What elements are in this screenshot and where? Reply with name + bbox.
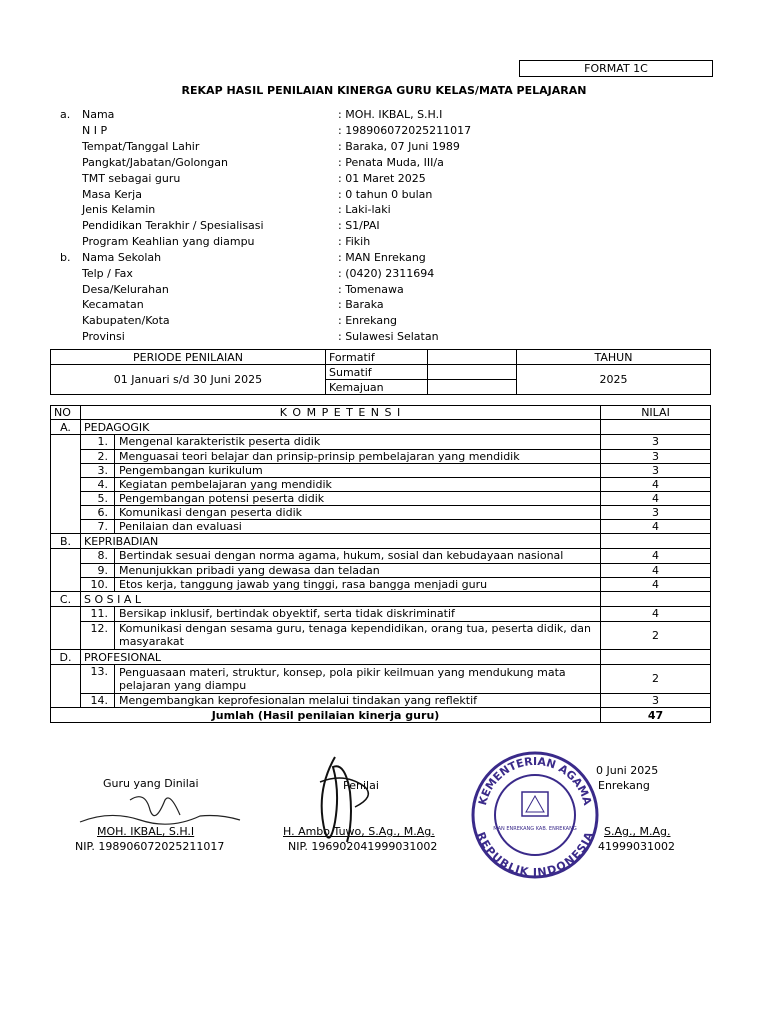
group-letter: B.	[51, 534, 81, 549]
group-letter: A.	[51, 420, 81, 435]
identity-row	[0, 203, 768, 219]
table-row	[51, 665, 711, 694]
item-number: 14.	[81, 693, 115, 708]
section-letter: b.	[60, 251, 71, 264]
assessor-nip: NIP. 196902041999031002	[288, 840, 438, 853]
table-row	[51, 563, 711, 577]
group-score	[601, 650, 711, 665]
field-value: : Enrekang	[338, 314, 398, 327]
year-header: TAHUN	[517, 350, 711, 365]
formatif-box	[428, 350, 517, 365]
field-value: : 198906072025211017	[338, 124, 472, 137]
identity-row	[0, 140, 768, 156]
format-label: FORMAT 1C	[519, 60, 713, 77]
group-score	[601, 534, 711, 549]
table-row	[51, 519, 711, 534]
identity-row	[0, 188, 768, 204]
field-label: Nama Sekolah	[82, 251, 162, 264]
field-label: Desa/Kelurahan	[82, 283, 169, 296]
identity-row	[0, 283, 768, 299]
table-row	[51, 435, 711, 450]
identity-row	[0, 124, 768, 140]
assessor-signature	[305, 752, 385, 852]
table-row	[51, 449, 711, 463]
item-score: 4	[601, 549, 711, 564]
field-value: : Laki-laki	[338, 203, 391, 216]
field-value: : 0 tahun 0 bulan	[338, 188, 433, 201]
field-value: : Sulawesi Selatan	[338, 330, 439, 343]
item-text: Mengembangkan keprofesionalan melalui tindakan yang reflektif	[115, 693, 601, 708]
stamp-top-text: KEMENTERIAN AGAMA	[476, 754, 594, 807]
item-no-blank	[51, 435, 81, 450]
item-text: Komunikasi dengan sesama guru, tenaga kependidikan, orang tua, peserta didik, dan masyarakat	[115, 621, 601, 650]
group-score	[601, 592, 711, 607]
field-label: Provinsi	[82, 330, 125, 343]
item-no-blank	[51, 463, 81, 477]
identity-row	[0, 251, 768, 267]
group-letter: C.	[51, 592, 81, 607]
item-text: Penguasaan materi, struktur, konsep, pola pikir keilmuan yang mendukung mata pelajaran yang diampu	[115, 665, 601, 694]
item-number: 9.	[81, 563, 115, 577]
group-name: KEPRIBADIAN	[81, 534, 601, 549]
group-name: PROFESIONAL	[81, 650, 601, 665]
total-value: 47	[601, 708, 711, 723]
sumatif-label: Sumatif	[326, 365, 428, 380]
field-value: : Tomenawa	[338, 283, 404, 296]
identity-row	[0, 219, 768, 235]
group-score	[601, 420, 711, 435]
item-number: 6.	[81, 505, 115, 519]
stamp-bottom-text: REPUBLIK INDONESIA	[474, 830, 596, 880]
item-score: 4	[601, 577, 711, 592]
field-value: : (0420) 2311694	[338, 267, 435, 280]
item-text: Bersikap inklusif, bertindak obyektif, serta tidak diskriminatif	[115, 607, 601, 622]
item-text: Etos kerja, tanggung jawab yang tinggi, rasa bangga menjadi guru	[115, 577, 601, 592]
item-score: 4	[601, 563, 711, 577]
field-label: Jenis Kelamin	[82, 203, 156, 216]
sign-date: 0 Juni 2025	[596, 764, 659, 777]
item-number: 7.	[81, 519, 115, 534]
field-value: : Fikih	[338, 235, 371, 248]
head-nip: 41999031002	[598, 840, 675, 853]
assessor-title: Penilai	[343, 779, 379, 792]
item-no-blank	[51, 577, 81, 592]
item-score: 2	[601, 665, 711, 694]
table-row	[51, 463, 711, 477]
identity-row	[0, 108, 768, 124]
period-value: 01 Januari s/d 30 Juni 2025	[51, 365, 326, 395]
item-text: Komunikasi dengan peserta didik	[115, 505, 601, 519]
table-header	[51, 406, 711, 420]
document-title: REKAP HASIL PENILAIAN KINERGA GURU KELAS/MATA PELAJARAN	[181, 84, 587, 97]
identity-row	[0, 330, 768, 346]
period-header: PERIODE PENILAIAN	[51, 350, 326, 365]
item-score: 3	[601, 693, 711, 708]
svg-text:KEMENTERIAN AGAMA	[476, 755, 594, 807]
item-no-blank	[51, 491, 81, 505]
field-label: Kecamatan	[82, 298, 144, 311]
field-label: Nama	[82, 108, 115, 121]
item-score: 4	[601, 519, 711, 534]
head-title: Enrekang	[598, 779, 650, 792]
item-text: Mengenal karakteristik peserta didik	[115, 435, 601, 450]
item-number: 8.	[81, 549, 115, 564]
identity-row	[0, 156, 768, 172]
item-number: 3.	[81, 463, 115, 477]
header-no: NO	[51, 406, 81, 420]
item-score: 3	[601, 435, 711, 450]
item-no-blank	[51, 621, 81, 650]
table-row	[51, 621, 711, 650]
item-score: 3	[601, 463, 711, 477]
item-score: 4	[601, 477, 711, 491]
item-number: 1.	[81, 435, 115, 450]
sumatif-box	[428, 365, 517, 380]
header-score: NILAI	[601, 406, 711, 420]
field-label: Pendidikan Terakhir / Spesialisasi	[82, 219, 264, 232]
teacher-signature	[70, 780, 250, 840]
item-no-blank	[51, 607, 81, 622]
table-row	[51, 477, 711, 491]
kemajuan-label: Kemajuan	[326, 380, 428, 395]
field-label: Masa Kerja	[82, 188, 142, 201]
item-no-blank	[51, 477, 81, 491]
item-score: 4	[601, 491, 711, 505]
table-row	[51, 505, 711, 519]
item-text: Bertindak sesuai dengan norma agama, hukum, sosial dan kebudayaan nasional	[115, 549, 601, 564]
item-no-blank	[51, 563, 81, 577]
field-value: : 01 Maret 2025	[338, 172, 426, 185]
field-value: : Baraka, 07 Juni 1989	[338, 140, 460, 153]
identity-row	[0, 314, 768, 330]
field-label: Pangkat/Jabatan/Golongan	[82, 156, 228, 169]
field-label: N I P	[82, 124, 108, 137]
item-no-blank	[51, 519, 81, 534]
item-no-blank	[51, 549, 81, 564]
total-row	[51, 708, 711, 723]
table-row	[51, 577, 711, 592]
teacher-name: MOH. IKBAL, S.H.I	[97, 825, 195, 838]
field-value: : S1/PAI	[338, 219, 380, 232]
table-row	[51, 607, 711, 622]
head-name: S.Ag., M.Ag.	[604, 825, 671, 838]
header-competency: K O M P E T E N S I	[81, 406, 601, 420]
item-text: Pengembangan kurikulum	[115, 463, 601, 477]
competency-table	[50, 405, 711, 723]
group-row	[51, 650, 711, 665]
identity-row	[0, 298, 768, 314]
item-score: 4	[601, 607, 711, 622]
item-no-blank	[51, 665, 81, 694]
item-number: 4.	[81, 477, 115, 491]
group-name: S O S I A L	[81, 592, 601, 607]
field-label: Telp / Fax	[82, 267, 133, 280]
item-score: 3	[601, 505, 711, 519]
group-row	[51, 534, 711, 549]
table-row	[51, 491, 711, 505]
item-number: 10.	[81, 577, 115, 592]
item-text: Menguasai teori belajar dan prinsip-prinsip pembelajaran yang mendidik	[115, 449, 601, 463]
stamp-center-text: MAN ENREKANG KAB. ENREKANG	[493, 826, 577, 832]
table-row	[51, 693, 711, 708]
item-number: 2.	[81, 449, 115, 463]
item-text: Penilaian dan evaluasi	[115, 519, 601, 534]
item-no-blank	[51, 505, 81, 519]
item-score: 3	[601, 449, 711, 463]
field-value: : Penata Muda, III/a	[338, 156, 444, 169]
period-table	[50, 349, 711, 395]
field-label: Tempat/Tanggal Lahir	[82, 140, 200, 153]
teacher-nip: NIP. 198906072025211017	[75, 840, 225, 853]
identity-row	[0, 235, 768, 251]
item-number: 13.	[81, 665, 115, 694]
item-no-blank	[51, 449, 81, 463]
assessor-name: H. Ambo Tuwo, S.Ag., M.Ag.	[283, 825, 435, 838]
item-text: Pengembangan potensi peserta didik	[115, 491, 601, 505]
identity-row	[0, 172, 768, 188]
group-letter: D.	[51, 650, 81, 665]
field-label: Kabupaten/Kota	[82, 314, 170, 327]
item-number: 11.	[81, 607, 115, 622]
section-letter: a.	[60, 108, 71, 121]
kemajuan-box	[428, 380, 517, 395]
table-row	[51, 549, 711, 564]
item-text: Menunjukkan pribadi yang dewasa dan teladan	[115, 563, 601, 577]
group-name: PEDAGOGIK	[81, 420, 601, 435]
field-label: TMT sebagai guru	[82, 172, 181, 185]
item-number: 12.	[81, 621, 115, 650]
official-stamp	[470, 750, 600, 880]
item-no-blank	[51, 693, 81, 708]
field-value: : Baraka	[338, 298, 384, 311]
item-number: 5.	[81, 491, 115, 505]
field-label: Program Keahlian yang diampu	[82, 235, 255, 248]
identity-row	[0, 267, 768, 283]
group-row	[51, 420, 711, 435]
item-text: Kegiatan pembelajaran yang mendidik	[115, 477, 601, 491]
field-value: : MAN Enrekang	[338, 251, 426, 264]
year-value: 2025	[517, 365, 711, 395]
group-row	[51, 592, 711, 607]
total-label: Jumlah (Hasil penilaian kinerja guru)	[51, 708, 601, 723]
item-score: 2	[601, 621, 711, 650]
field-value: : MOH. IKBAL, S.H.I	[338, 108, 443, 121]
formatif-label: Formatif	[326, 350, 428, 365]
teacher-title: Guru yang Dinilai	[103, 777, 199, 790]
